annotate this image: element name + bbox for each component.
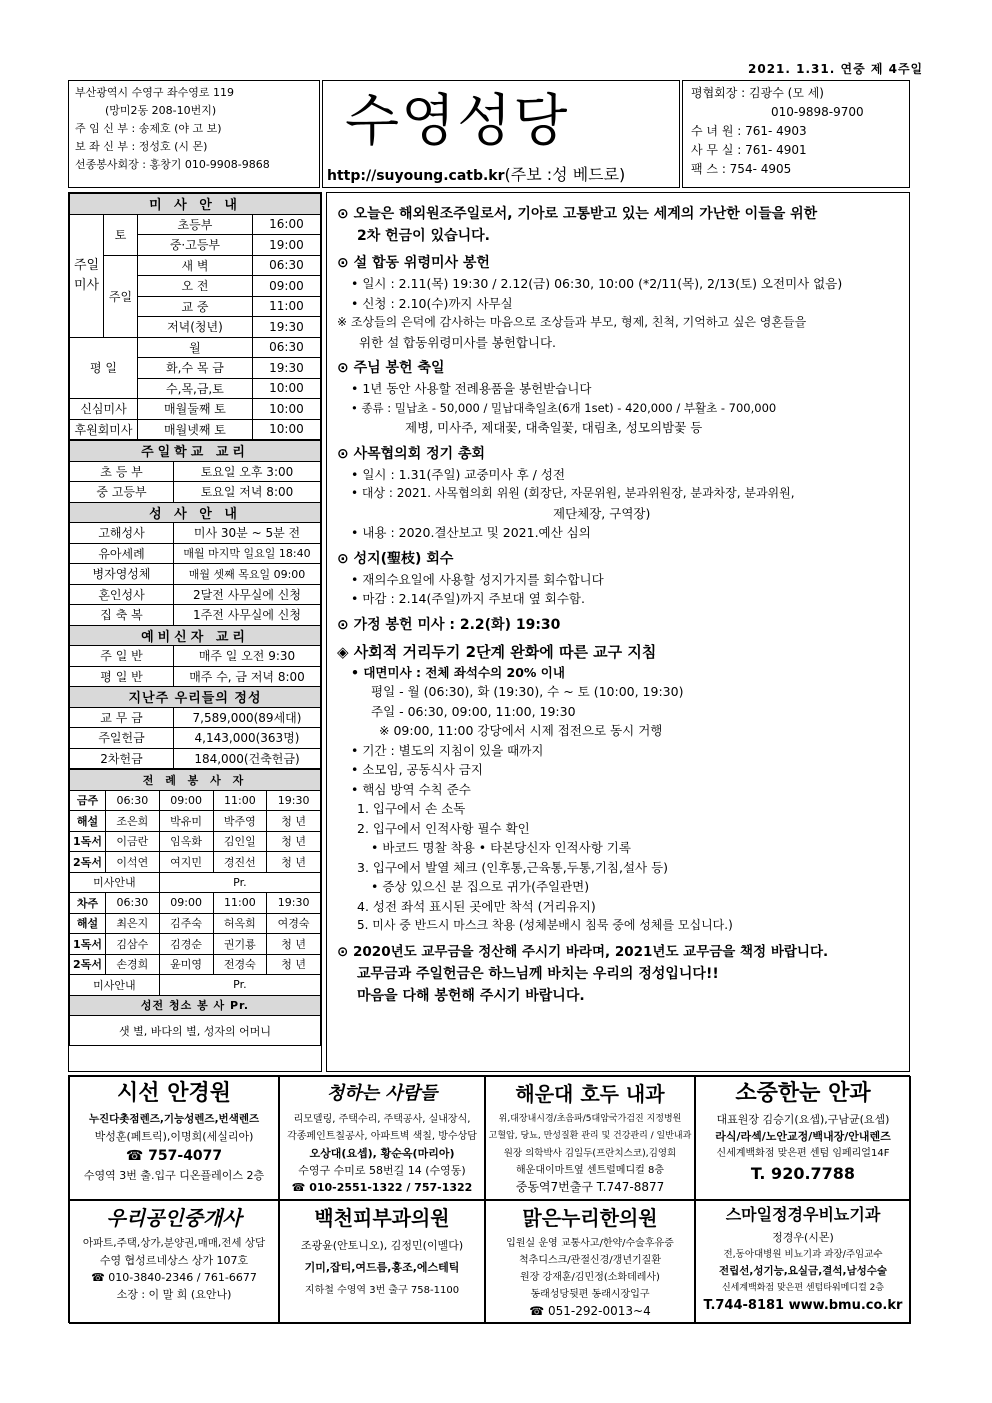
ad-line: 지하철 수영역 3번 출구 758-1100 [304, 1285, 460, 1296]
ad-line: 입원실 운영 교통사고/한약/수술후유증 [506, 1238, 674, 1249]
offering-amount: 7,589,000(89세대) [174, 707, 321, 728]
school-time: 토요일 저녁 8:00 [174, 482, 321, 503]
ad-title: 시선 안경원 [117, 1081, 231, 1106]
council-phone: 010-9898-9700 [771, 105, 864, 119]
ad-urology [695, 1200, 911, 1324]
notice-distancing [337, 641, 899, 936]
notice-line: • 1년 동안 사용할 전례용품을 봉헌받습니다 [351, 381, 592, 396]
notice-line: • 재의수요일에 사용할 성지가지를 회수합니다 [351, 571, 604, 587]
notice-line: 5. 미사 중 반드시 마스크 착용 (성체분배시 침묵 중에 성체를 모십니다.) [357, 918, 733, 932]
schedule-column [68, 192, 322, 1072]
ad-line: 위,대장내시경/초음파/5대암국가검진 지정병원 [498, 1114, 682, 1124]
ad-line: 전,동아대병원 비뇨기과 과장/주임교수 [723, 1249, 883, 1260]
notice-line: • 일시 : 1.31(주일) 교중미사 후 / 성전 [351, 466, 566, 482]
ad-line: 원장 강재훈/김민정(소화데레사) [520, 1272, 660, 1283]
mass-time: 06:30 [252, 255, 320, 276]
sacrament-name: 집 축 복 [70, 605, 174, 626]
notice-line: 교무금과 주일헌금은 하느님께 바치는 우리의 정성입니다!! [357, 965, 719, 982]
notice-line: • 신청 : 2.10(수)까지 사무실 [351, 295, 513, 311]
notice-presentation [337, 357, 899, 438]
mass-guide-value: Pr. [159, 872, 320, 893]
ad-title: 청하는 사람들 [326, 1083, 438, 1104]
class-time: 매주 수, 금 저녁 8:00 [174, 666, 321, 687]
sunday-label: 주일 [104, 255, 138, 337]
parish-url[interactable]: http://suyoung.catb.kr(주보 :성 베드로) [327, 165, 626, 184]
ad-line: 중동역7번출구 T.747-8877 [515, 1180, 665, 1194]
server-cell: 청 년 [267, 934, 321, 955]
parish-logo: 수영성당 [345, 89, 570, 154]
funeral-chair: 선종봉사회장 : 홍창기 010-9908-9868 [75, 158, 270, 171]
notice-line: ※ 조상들의 은덕에 감사하는 마음으로 조상들과 부모, 형제, 친척, 기억하고 싶은 영혼들을 [337, 315, 807, 329]
ad-title: 우리공인중개사 [106, 1206, 242, 1230]
server-cell: 해설 [70, 913, 106, 934]
council-chair: 평협회장 : 김광수 (모 세) [691, 86, 824, 100]
server-cell: 이금란 [106, 831, 160, 852]
fax: 팩 스 : 754- 4905 [691, 162, 792, 176]
sacrament-name: 고해성사 [70, 523, 174, 544]
mass-time: 09:00 [252, 276, 320, 297]
mass-group: 화,수 목 금 [138, 358, 253, 379]
notice-line: 평일 - 월 (06:30), 화 (19:30), 수 ~ 토 (10:00, 19:30) [371, 684, 684, 699]
office-phone: 사 무 실 : 761- 4901 [691, 143, 807, 157]
ad-oriental-clinic [485, 1200, 695, 1324]
ad-line: 원장 의학박사 김일두(프란치스코),김영희 [503, 1148, 677, 1159]
ad-line: 수영구 수미로 58번길 14 (수영동) [298, 1164, 466, 1177]
notice-line: 마음을 다해 봉헌해 주시기 바랍니다. [357, 987, 585, 1004]
notice-line: • 기간 : 별도의 지침이 있을 때까지 [351, 742, 544, 758]
offering-type: 2차헌금 [70, 748, 174, 769]
mass-time: 19:30 [252, 358, 320, 379]
ad-line: 수영 협성르네상스 상가 107호 [99, 1254, 249, 1267]
notice-memorial-mass [337, 252, 899, 352]
notice-heading: ⊙ 2020년도 교무금을 정산해 주시기 바라며, 2021년도 교무금을 책정 바랍니다. [337, 943, 829, 960]
server-cell: 청 년 [267, 831, 321, 852]
server-cell: 해설 [70, 811, 106, 832]
mass-group: 오 전 [138, 276, 253, 297]
server-cell: 19:30 [267, 790, 321, 811]
server-cell: 허옥희 [213, 913, 267, 934]
ad-title: 해운대 호두 내과 [515, 1082, 665, 1106]
ad-line: ☎ 010-2551-1322 / 757-1322 [291, 1181, 473, 1194]
cleaning-title: 성전 청소 봉 사 Pr. [70, 995, 321, 1016]
ad-line: 고혈압, 당뇨, 만성질환 관리 및 건강관리 / 일반내과 [488, 1131, 692, 1141]
server-cell: 최은지 [106, 913, 160, 934]
ad-line: ☎ 051-292-0013~4 [529, 1304, 651, 1318]
sacrament-info: 매월 셋째 목요일 09:00 [174, 564, 321, 585]
server-cell: 권기룡 [213, 934, 267, 955]
server-cell: 김삼수 [106, 934, 160, 955]
mass-group: 저녁(청년) [138, 317, 253, 338]
server-cell: 전경숙 [213, 954, 267, 975]
offering-amount: 4,143,000(363명) [174, 728, 321, 749]
notice-council [337, 443, 899, 543]
sunday-mass-label: 주일미사 [70, 214, 104, 337]
server-cell: 청 년 [267, 954, 321, 975]
bulletin-name: (주보 :성 베드로) [504, 165, 626, 184]
mass-group: 중·고등부 [138, 235, 253, 256]
mass-time: 19:30 [252, 317, 320, 338]
mass-time: 11:00 [252, 296, 320, 317]
class-time: 매주 일 오전 9:30 [174, 646, 321, 667]
server-cell: 김인일 [213, 831, 267, 852]
notice-line: • 핵심 방역 수칙 준수 [351, 781, 471, 797]
weekday-label: 평 일 [70, 337, 138, 399]
school-time: 토요일 오후 3:00 [174, 461, 321, 482]
convent-phone: 수 녀 원 : 761- 4903 [691, 124, 807, 138]
server-cell: 여지민 [159, 852, 213, 873]
notice-heading: ⊙ 주님 봉헌 축일 [337, 360, 445, 376]
ad-line: 신세계백화점 맞은편 센텀 임페리얼14F [716, 1148, 890, 1159]
ad-line: 해운대이마트옆 센트럴메디컬 8층 [516, 1165, 664, 1176]
class-name: 평 일 반 [70, 666, 174, 687]
notice-heading: ⊙ 오늘은 해외원조주일로서, 기아로 고통받고 있는 세계의 가난한 이들을 위한 [337, 206, 818, 222]
ad-eye-clinic [695, 1076, 911, 1200]
server-cell: 06:30 [106, 893, 160, 914]
ad-line: T.744-8181 www.bmu.co.kr [703, 1298, 903, 1313]
parish-info [68, 80, 320, 188]
notice-line: • 소모임, 공동식사 금지 [351, 762, 483, 777]
ad-realtor [69, 1200, 279, 1324]
server-cell: 박주영 [213, 811, 267, 832]
offering-title: 지난주 우리들의 정성 [70, 687, 321, 708]
notice-line: • 바코드 명찰 착용 • 타본당신자 인적사항 기록 [371, 840, 631, 855]
sacrament-title: 성 사 안 내 [70, 502, 321, 523]
mass-time: 10:00 [252, 378, 320, 399]
sacrament-name: 병자영성체 [70, 564, 174, 585]
catechumen-title: 예비신자 교리 [70, 625, 321, 646]
notice-line: ※ 09:00, 11:00 강당에서 시제 접전으로 동시 거행 [379, 723, 663, 738]
server-cell: 09:00 [159, 790, 213, 811]
masthead [322, 80, 680, 188]
server-cell: 이석연 [106, 852, 160, 873]
notice-line: 3. 입구에서 발열 체크 (인후통,근육통,두통,기침,설사 등) [357, 859, 669, 875]
ad-title: 맑은누리한의원 [522, 1206, 658, 1230]
offering-type: 교 무 금 [70, 707, 174, 728]
offering-type: 주일헌금 [70, 728, 174, 749]
server-cell: 차주 [70, 893, 106, 914]
notice-line: 2차 헌금이 있습니다. [357, 228, 490, 244]
server-cell: 박유미 [159, 811, 213, 832]
ad-line: 조광윤(안토니오), 김정민(이멜다) [300, 1239, 464, 1252]
server-cell: 06:30 [106, 790, 160, 811]
notice-line: • 대면미사 : 전체 좌석수의 20% 이내 [351, 664, 565, 680]
support-mass-time: 10:00 [252, 419, 320, 440]
notice-line: 제병, 미사주, 제대꽃, 대축일꽃, 대림초, 성모의밤꽃 등 [405, 420, 703, 435]
sacrament-info: 2달전 사무실에 신청 [174, 584, 321, 605]
ad-line: ☎ 757-4077 [125, 1148, 223, 1164]
notice-heading: ⊙ 사목협의회 정기 총회 [337, 445, 486, 462]
mass-group: 수,목,금,토 [138, 378, 253, 399]
server-cell: 조은희 [106, 811, 160, 832]
mass-title: 미 사 안 내 [70, 194, 321, 215]
server-cell: 11:00 [213, 790, 267, 811]
server-cell: 19:30 [267, 893, 321, 914]
server-cell: 김경순 [159, 934, 213, 955]
server-cell: 2독서 [70, 852, 106, 873]
ad-clinic [485, 1076, 695, 1200]
notice-line: 4. 성전 좌석 표시된 곳에만 착석 (거리유지) [357, 898, 596, 914]
mass-guide-value: Pr. [159, 975, 320, 996]
ad-line: ☎ 010-3840-2346 / 761-6677 [91, 1271, 257, 1284]
sacrament-info: 1주전 사무실에 신청 [174, 605, 321, 626]
ad-title: 백천피부과의원 [314, 1206, 450, 1230]
notice-heading: ⊙ 설 합동 위령미사 봉헌 [337, 255, 490, 271]
offering-amount: 184,000(건축헌금) [174, 748, 321, 769]
ad-line: 박성훈(페트릭),이명희(세실리아) [94, 1130, 254, 1143]
server-cell: 김주숙 [159, 913, 213, 934]
notice-palm [337, 548, 899, 609]
contact-info [682, 80, 910, 188]
mass-time: 16:00 [252, 214, 320, 235]
servers-title: 전 례 봉 사 자 [70, 770, 321, 791]
bulletin-date: 2021. 1.31. 연중 제 4주일 [748, 62, 924, 76]
ad-line: 신세계백화점 맞은편 센텀타워메디컬 2층 [721, 1283, 885, 1293]
notice-line: • 내용 : 2020.결산보고 및 2021.예산 심의 [351, 525, 591, 540]
mass-group: 교 중 [138, 296, 253, 317]
server-cell: 1독서 [70, 934, 106, 955]
ad-line: 오상대(요셉), 황순옥(마리아) [309, 1147, 455, 1160]
notice-line: 제단체장, 구역장) [553, 505, 651, 521]
ads-section [68, 1075, 910, 1323]
server-cell: 임옥화 [159, 831, 213, 852]
ad-line: 아파트,주택,상가,분양권,매매,전세 상담 [82, 1237, 266, 1249]
ad-dermatology [279, 1200, 485, 1324]
server-cell: 청 년 [267, 852, 321, 873]
mass-group: 새 벽 [138, 255, 253, 276]
devotion-mass-time: 10:00 [252, 399, 320, 420]
notice-line: • 종류 : 밀납초 - 50,000 / 밀납대축일초(6개 1set) - 420,000 / 부활초 - 700,000 [351, 400, 777, 415]
notice-line: • 대상 : 2021. 사목협의회 위원 (회장단, 자문위원, 분과위원장, 분과차장, 분과위원, [351, 486, 795, 500]
ad-optician [69, 1076, 279, 1200]
server-cell: 여경숙 [267, 913, 321, 934]
ad-line: 수영역 3번 출.입구 디온플레이스 2층 [83, 1169, 265, 1182]
ad-line: 대표원장 김승기(요셉),구남균(요셉) [716, 1113, 890, 1126]
school-group: 초 등 부 [70, 461, 174, 482]
notice-line: 위한 설 합동위령미사를 봉헌합니다. [359, 334, 557, 350]
notice-line: • 일시 : 2.11(목) 19:30 / 2.12(금) 06:30, 10:00 (*2/11(목), 2/13(토) 오전미사 없음) [351, 276, 843, 291]
mass-time: 19:00 [252, 235, 320, 256]
cleaning-groups: 샛 별, 바다의 별, 성자의 어머니 [70, 1016, 321, 1046]
assistant-priest: 보 좌 신 부 : 정성호 (시 몬) [75, 140, 208, 153]
server-cell: 09:00 [159, 893, 213, 914]
ad-builder [279, 1076, 485, 1200]
notice-overseas [337, 203, 899, 247]
server-cell: 손경희 [106, 954, 160, 975]
ad-line: 누진다촛점렌즈,기능성렌즈,번색렌즈 [88, 1113, 260, 1125]
ad-line: 소장 : 이 말 희 (요안나) [116, 1288, 232, 1301]
notice-heading: ⊙ 성지(聖枝) 회수 [337, 550, 454, 567]
address-detail: (망미2동 208-10번지) [105, 104, 217, 117]
ad-line: 리모델링, 주택수리, 주택공사, 실내장식, [293, 1114, 471, 1125]
sacrament-name: 혼인성사 [70, 584, 174, 605]
mass-guide-label: 미사안내 [70, 975, 160, 996]
notice-dues [337, 941, 899, 1007]
ad-line: 동래성당뒷편 동래시장입구 [530, 1289, 650, 1300]
ad-line: T. 920.7788 [750, 1164, 856, 1183]
notice-line: 1. 입구에서 손 소독 [357, 801, 466, 816]
ad-line: 척추디스크/관절신경/갱년기질환 [519, 1255, 661, 1266]
notice-line: • 증상 있으신 분 집으로 귀가(주일관면) [371, 879, 590, 894]
class-name: 주 일 반 [70, 646, 174, 667]
notice-line: 2. 입구에서 인적사항 필수 확인 [357, 820, 530, 836]
pastor: 주 임 신 부 : 송제호 (야 고 보) [75, 122, 222, 135]
mass-group: 초등부 [138, 214, 253, 235]
server-cell: 경진선 [213, 852, 267, 873]
school-title: 주일학교 교리 [70, 441, 321, 462]
sacrament-name: 유아세례 [70, 543, 174, 564]
ad-line: 전립선,성기능,요실금,결석,남성수술 [718, 1265, 888, 1277]
server-cell: 청 년 [267, 811, 321, 832]
ad-title: 스마일정경우비뇨기과 [725, 1205, 881, 1224]
devotion-mass-day: 매월둘째 토 [138, 399, 253, 420]
notice-line: • 마감 : 2.14(주일)까지 주보대 옆 회수함. [351, 591, 585, 606]
support-mass-day: 매월넷째 토 [138, 419, 253, 440]
devotion-mass-label: 신심미사 [70, 399, 138, 420]
server-cell: 2독서 [70, 954, 106, 975]
ad-line: 라식/라섹/노안교정/백내장/안내렌즈 [715, 1130, 891, 1143]
notices-column [326, 192, 910, 1072]
mass-time: 06:30 [252, 337, 320, 358]
support-mass-label: 후원회미사 [70, 419, 138, 440]
ad-line: 기미,잡티,여드름,홍조,에스테틱 [304, 1261, 460, 1274]
notice-family-mass: ⊙ 가정 봉헌 미사 : 2.2(화) 19:30 [337, 616, 561, 633]
ad-line: 각종페인트칠공사, 아파트벽 색칠, 방수상담 [287, 1131, 477, 1142]
server-cell: 11:00 [213, 893, 267, 914]
server-cell: 윤미영 [159, 954, 213, 975]
sacrament-info: 매월 마지막 일요일 18:40 [174, 543, 321, 564]
server-cell: 1독서 [70, 831, 106, 852]
ad-line: 정경우(시몬) [772, 1231, 834, 1244]
sacrament-info: 미사 30분 ~ 5분 전 [174, 523, 321, 544]
address: 부산광역시 수영구 좌수영로 119 [75, 86, 234, 99]
notice-heading: ◈ 사회적 거리두기 2단계 완화에 따른 교구 지침 [337, 642, 657, 661]
sat-label: 토 [104, 214, 138, 255]
server-cell: 금주 [70, 790, 106, 811]
notice-line: 주일 - 06:30, 09:00, 11:00, 19:30 [371, 703, 576, 719]
mass-guide-label: 미사안내 [70, 872, 160, 893]
mass-group: 월 [138, 337, 253, 358]
ad-title: 소중한눈 안과 [735, 1081, 871, 1106]
school-group: 중 고등부 [70, 482, 174, 503]
